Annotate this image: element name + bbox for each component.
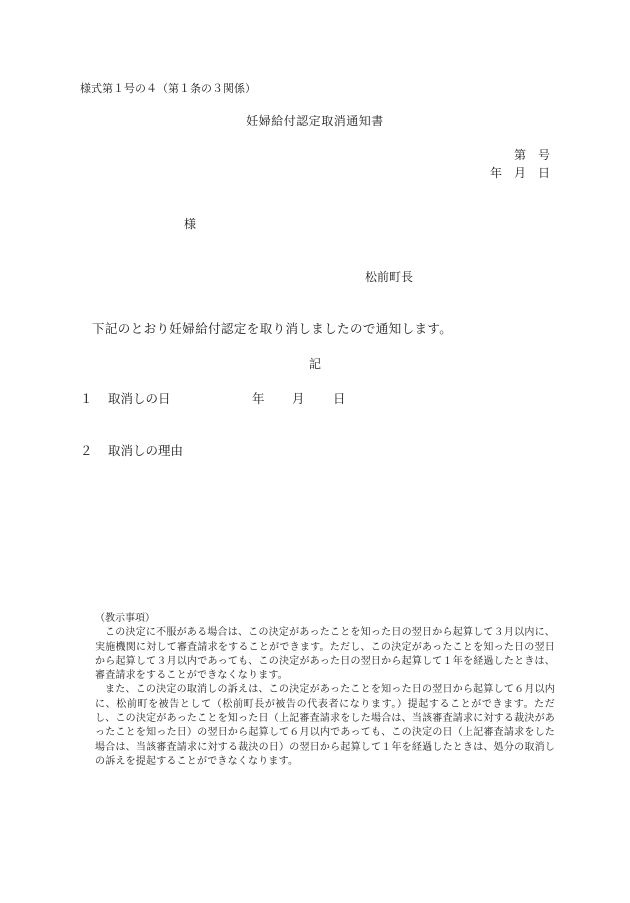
intro-text: 下記のとおり妊婦給付認定を取り消しましたので通知します。: [92, 321, 453, 336]
notice-paragraph-2: また、この決定の取消しの訴えは、この決定があったことを知った日の翌日から起算して６月以内に、松前町を被告として（松前町長が被告の代表者になります。）提起することができます。ただし、この決定があったことを知った日（上記審査請求をした場合は、当該審査請求に対する裁決があったことを知った日）の翌日から起算して６月以内であっても、この決定の日（上記審査請求をした場合は、当該審査請求に対する裁決の日）の翌日から起算して１年を経過したときは、処分の取消しの訴えを提起することができなくなります。: [95, 684, 555, 767]
form-code: 様式第１号の４（第１条の３関係）: [80, 82, 256, 95]
item-1-number: １: [80, 391, 93, 406]
document-number: 第 号: [513, 148, 550, 162]
item-1-label: 取消しの日: [108, 391, 171, 406]
item-2-number: ２: [80, 443, 93, 458]
item-1-year: 年: [252, 391, 265, 406]
document-date: 年 月 日: [489, 166, 550, 180]
item-1-day: 日: [333, 391, 346, 406]
ki-heading: 記: [308, 357, 321, 371]
notice-heading: （教示事項）: [95, 613, 155, 624]
notice-paragraph-1: この決定に不服がある場合は、この決定があったことを知った日の翌日から起算して３月以内に、実施機関に対して審査請求をすることができます。ただし、この決定があったことを知った日の翌日から起算して３月以内であっても、この決定があった日の翌日から起算して１年を経過したときは、審査請求をすることができなくなります。: [95, 627, 555, 682]
item-2-label: 取消しの理由: [108, 443, 184, 458]
issuer-name: 松前町長: [365, 270, 414, 284]
notice-section: [95, 612, 555, 769]
document-title: 妊婦給付認定取消通知書: [246, 114, 384, 128]
recipient-honorific: 様: [184, 217, 197, 231]
item-1-month: 月: [292, 391, 305, 406]
